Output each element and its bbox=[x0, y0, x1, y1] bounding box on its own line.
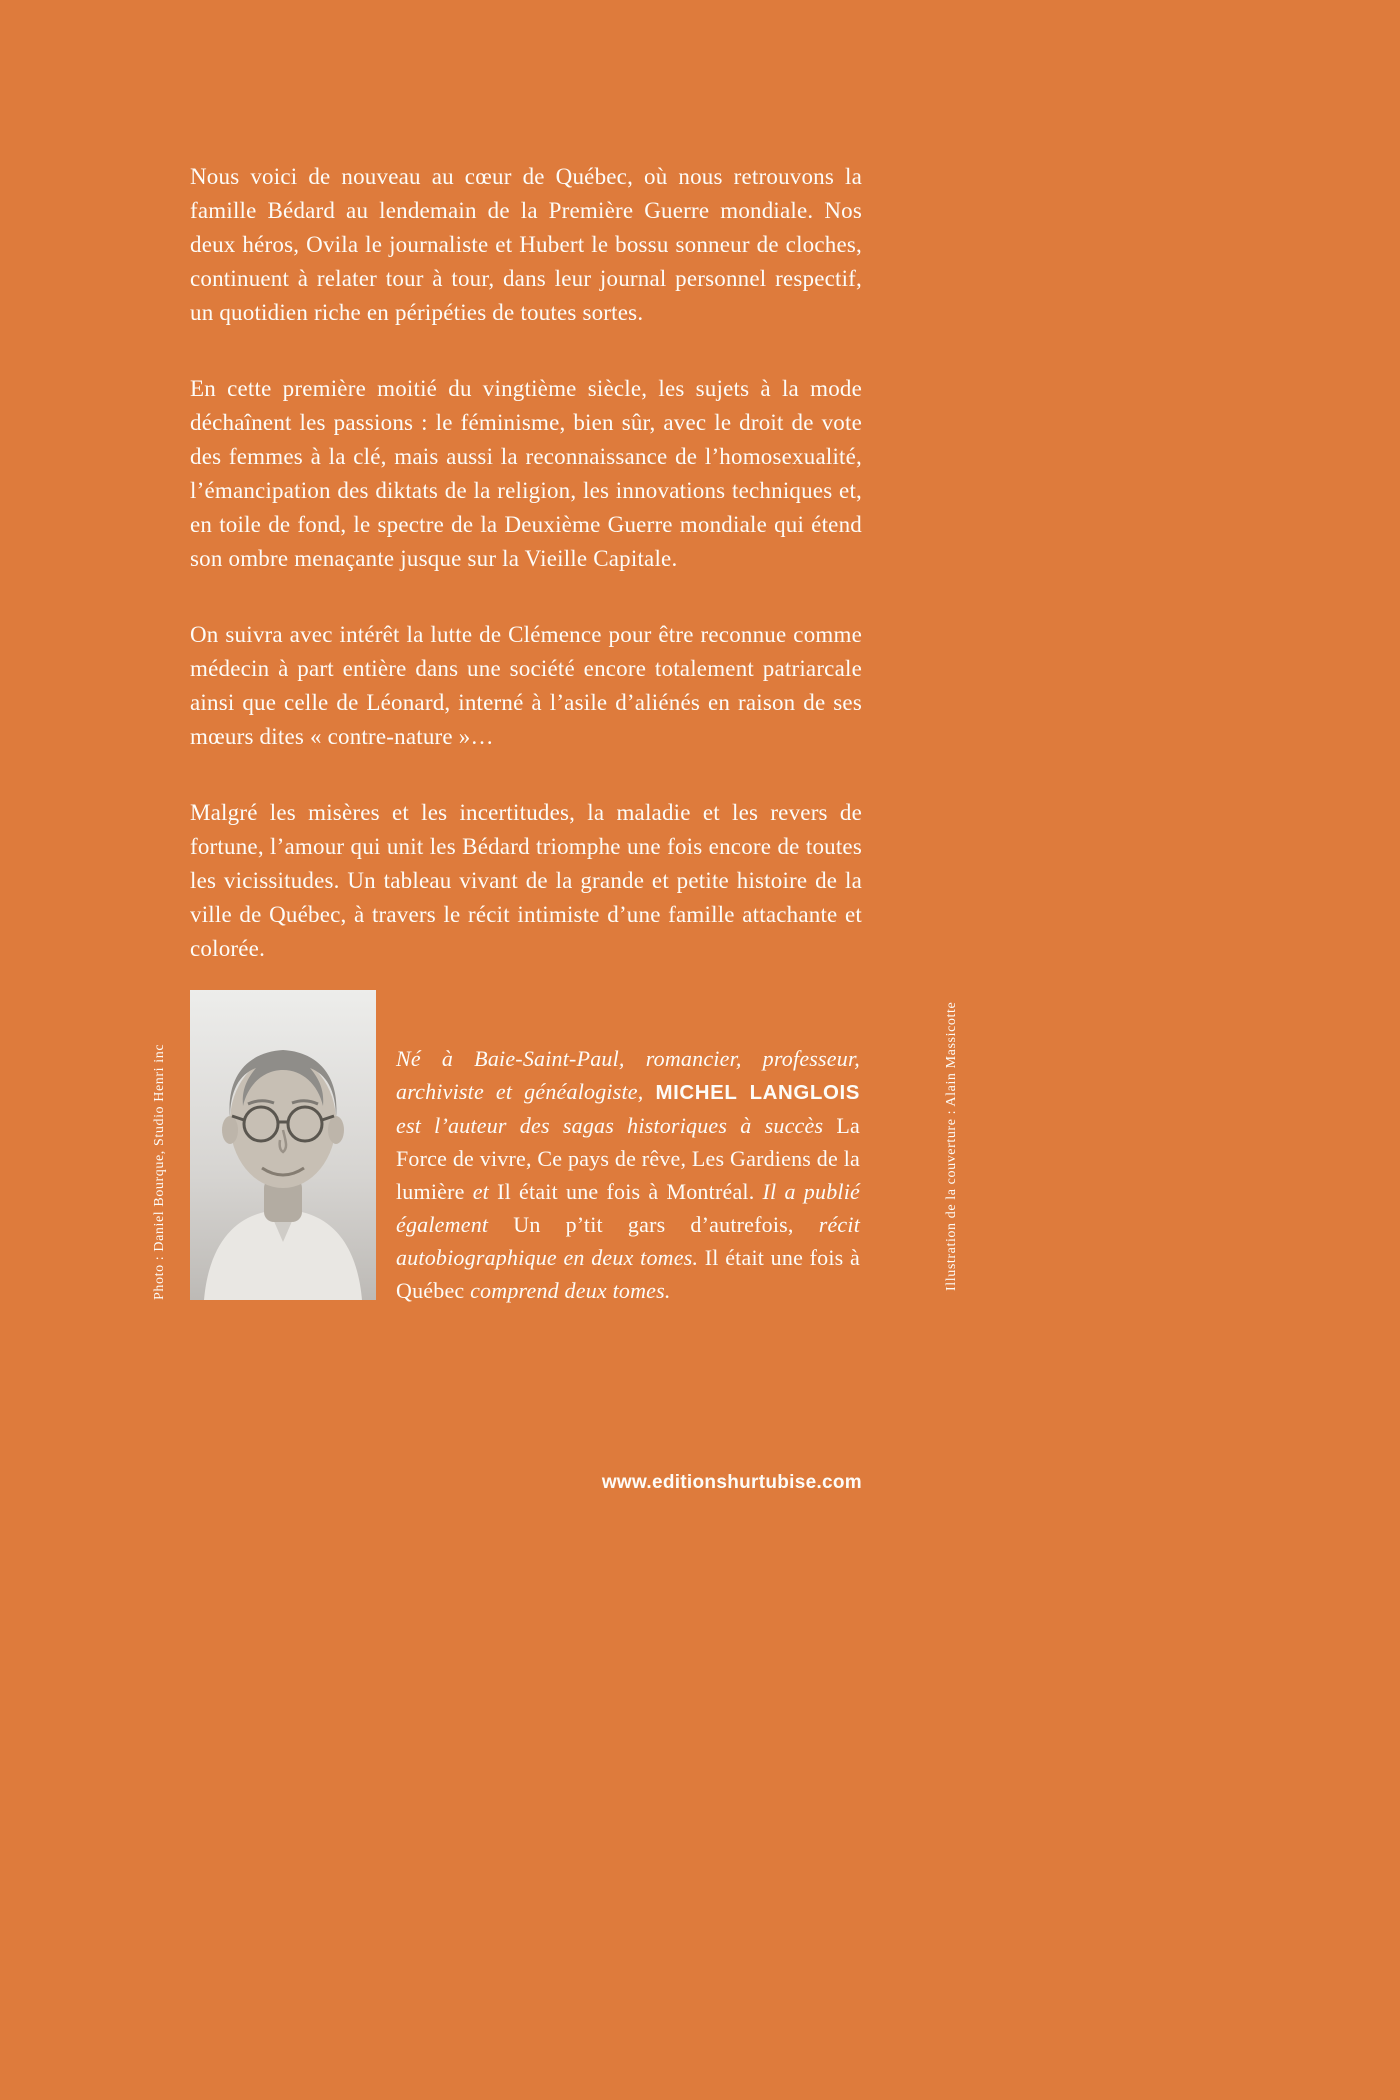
synopsis-paragraph-2: En cette première moitié du vingtième siècle, les sujets à la mode déchaînent les passions : le féminisme, bien sûr, avec le droit de vote des femmes à la clé, mais aussi la reconnaissance de l’homosexualité, l’émancipation des diktats de la religion, les innovations techniques et, en toile de fond, le spectre de la Deuxième Guerre mondiale qui étend son ombre menaçante jusque sur la Vieille Capitale. bbox=[190, 376, 862, 571]
bio-segment: La Force de vivre, Ce pays de rêve, Les Gardiens de la lumière bbox=[396, 1113, 860, 1204]
bio-segment: est l’auteur des sagas historiques à succès bbox=[396, 1113, 837, 1138]
bio-segment: MICHEL LANGLOIS bbox=[655, 1081, 860, 1104]
cover-illustration-credit: Illustration de la couverture : Alain Massicotte bbox=[944, 1001, 959, 1291]
photo-credit: Photo : Daniel Bourque, Studio Henri inc bbox=[152, 1043, 167, 1300]
bio-segment: et bbox=[472, 1179, 498, 1204]
author-bio bbox=[396, 1042, 860, 1307]
synopsis-paragraph-1: Nous voici de nouveau au cœur de Québec, où nous retrouvons la famille Bédard au lendemain de la Première Guerre mondiale. Nos deux héros, Ovila le journaliste et Hubert le bossu sonneur de cloches, continuent à relater tour à tour, dans leur journal personnel respectif, un quotidien riche en péripéties de toutes sortes. bbox=[190, 164, 862, 325]
synopsis-paragraph-4: Malgré les misères et les incertitudes, la maladie et les revers de fortune, l’amour qui unit les Bédard triomphe une fois encore de toutes les vicissitudes. Un tableau vivant de la grande et petite histoire de la ville de Québec, à travers le récit intimiste d’une famille attachante et colorée. bbox=[190, 800, 862, 961]
bio-segment: récit autobiographique en deux tomes. bbox=[396, 1212, 861, 1270]
author-portrait-image bbox=[190, 990, 376, 1300]
bio-segment: Il était une fois à Montréal. bbox=[497, 1179, 763, 1204]
synopsis bbox=[190, 160, 862, 1008]
synopsis-paragraph-3: On suivra avec intérêt la lutte de Clémence pour être reconnue comme médecin à part entière dans une société encore totalement patriarcale ainsi que celle de Léonard, interné à l’asile d’aliénés en raison de ses mœurs dites « contre-nature »… bbox=[190, 622, 862, 749]
publisher-website: www.editionshurtubise.com bbox=[601, 1472, 862, 1493]
bio-segment: Il a publié également bbox=[396, 1179, 860, 1237]
bio-segment: Né à Baie-Saint-Paul, romancier, professeur, archiviste et généalogiste, bbox=[396, 1046, 860, 1104]
bio-segment: Un p’tit gars d’autrefois, bbox=[513, 1212, 819, 1237]
bio-segment: comprend deux tomes. bbox=[470, 1278, 671, 1303]
author-photo bbox=[190, 990, 376, 1300]
bio-segment: Il était une fois à Québec bbox=[396, 1245, 861, 1303]
